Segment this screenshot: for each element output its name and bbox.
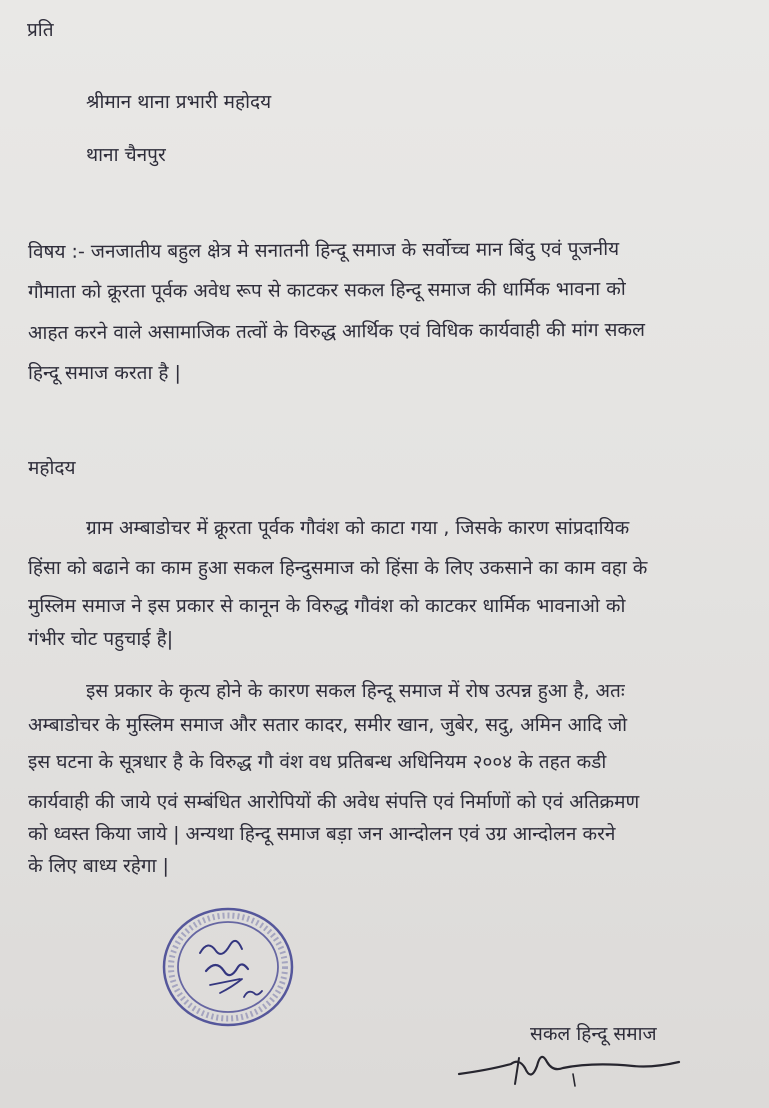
paragraph-line: इस प्रकार के कृत्य होने के कारण सकल हिन्दू समाज में रोष उत्पन्न हुआ है, अतः bbox=[86, 680, 625, 702]
subject-line: विषय :- जनजातीय बहुल क्षेत्र मे सनातनी हिन्दू समाज के सर्वोच्च मान बिंदु एवं पूजनीय bbox=[27, 237, 620, 263]
paragraph-line: इस घटना के सूत्रधार है के विरुद्ध गौ वंश वध प्रतिबन्ध अधिनियम २००४ के तहत कडी bbox=[28, 751, 607, 773]
signatory-name: सकल हिन्दू समाज bbox=[530, 1023, 657, 1045]
greeting: महोदय bbox=[28, 457, 76, 479]
subject-line: हिन्दू समाज करता है | bbox=[28, 362, 181, 384]
paragraph-line: अम्बाडोचर के मुस्लिम समाज और सतार कादर, समीर खान, जुबेर, सदु, अमिन आदि जो bbox=[28, 714, 628, 736]
salutation-to: प्रति bbox=[27, 19, 54, 41]
subject-line: गौमाता को क्रूरता पूर्वक अवेध रूप से काटकर सकल हिन्दू समाज की धार्मिक भावना को bbox=[27, 277, 626, 303]
police-station: थाना चैनपुर bbox=[86, 144, 166, 166]
subject-line: आहत करने वाले असामाजिक तत्वों के विरुद्ध आर्थिक एवं विधिक कार्यवाही की मांग सकल bbox=[27, 318, 646, 344]
paragraph-line: ग्राम अम्बाडोचर में क्रूरता पूर्वक गौवंश को काटा गया , जिसके कारण सांप्रदायिक bbox=[86, 517, 630, 539]
paragraph-line: कार्यवाही की जाये एवं सम्बंधित आरोपियों की अवेध संपत्ति एवं निर्माणों को एवं अतिक्रमण bbox=[28, 791, 640, 813]
signature-scribble bbox=[455, 1050, 685, 1090]
paragraph-line: के लिए बाध्य रहेगा | bbox=[28, 855, 169, 877]
paragraph-line: गंभीर चोट पहुचाई है| bbox=[28, 628, 174, 650]
paragraph-line: मुस्लिम समाज ने इस प्रकार से कानून के विरुद्ध गौवंश को काटकर धार्मिक भावनाओ को bbox=[28, 595, 626, 617]
paragraph-line: को ध्वस्त किया जाये | अन्यथा हिन्दू समाज बड़ा जन आन्दोलन एवं उग्र आन्दोलन करने bbox=[28, 823, 616, 845]
official-seal-stamp bbox=[160, 905, 296, 1029]
addressee: श्रीमान थाना प्रभारी महोदय bbox=[86, 91, 272, 113]
paragraph-line: हिंसा को बढाने का काम हुआ सकल हिन्दुसमाज को हिंसा के लिए उकसाने का काम वहा के bbox=[28, 557, 648, 579]
